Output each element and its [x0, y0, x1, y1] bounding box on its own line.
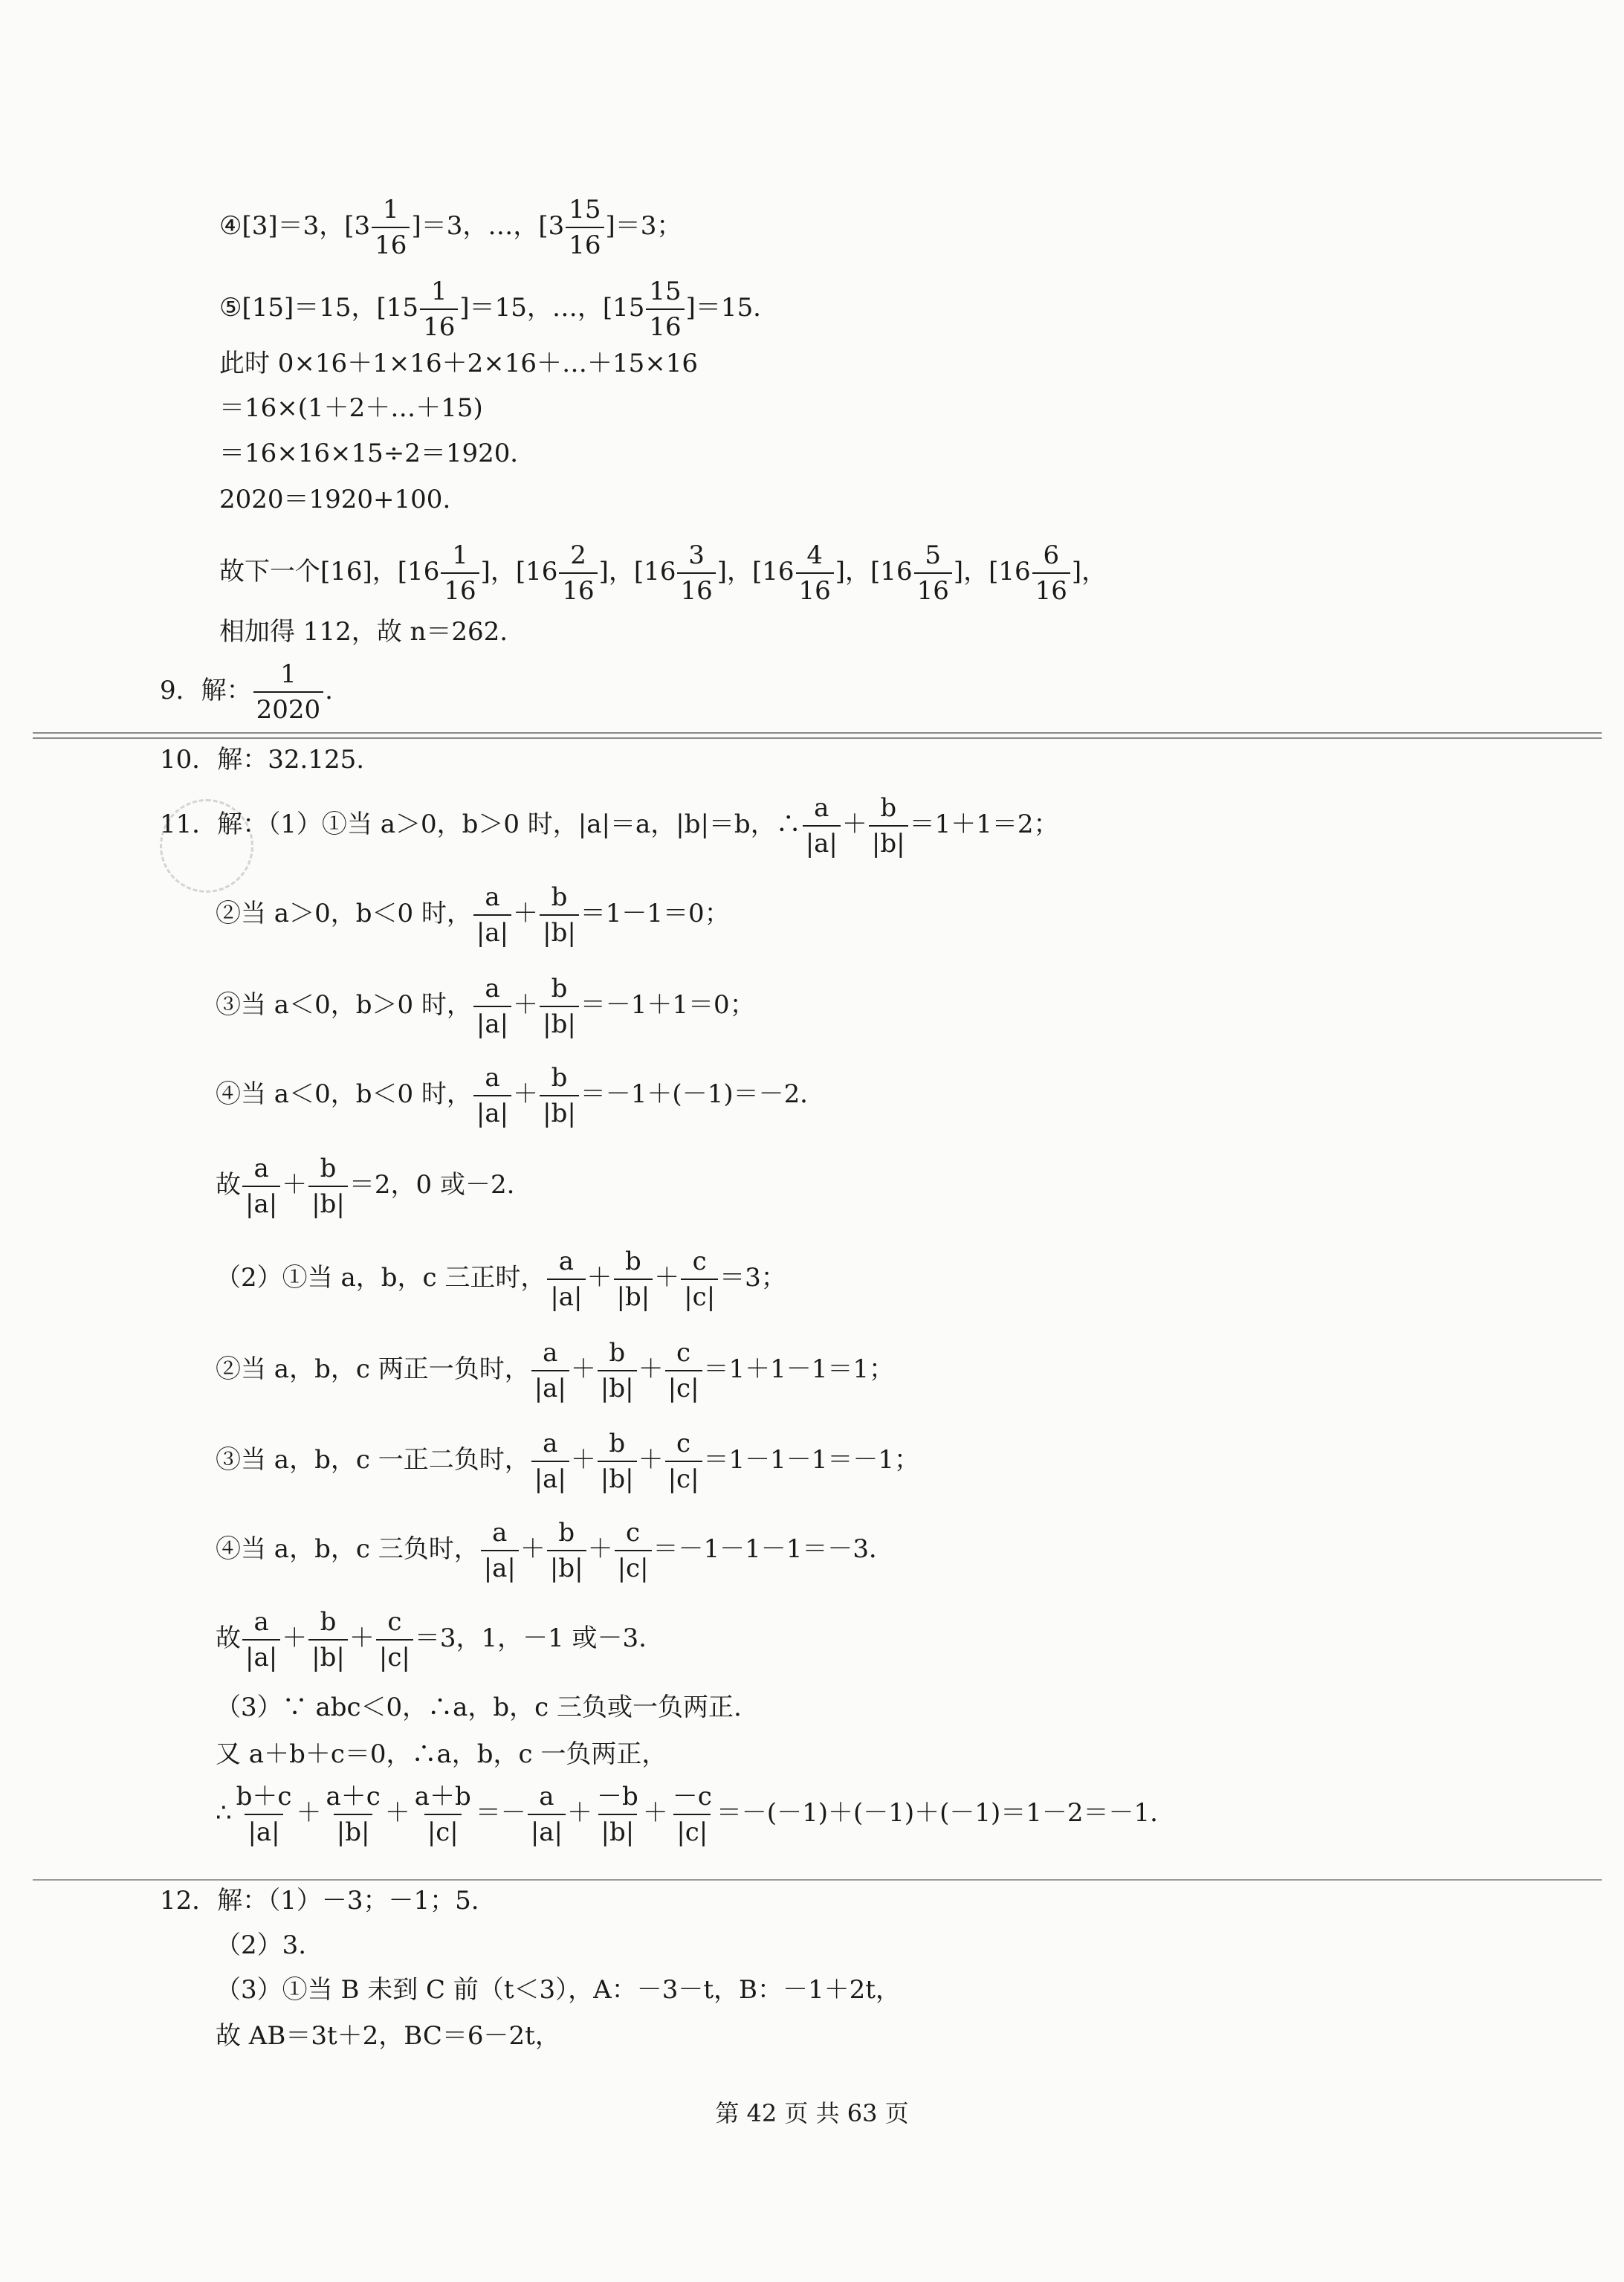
part3-line-2: 又 a＋b＋c＝0，∴a，b，c 一负两正，: [216, 1739, 667, 1769]
question-12-part3: （3）①当 B 未到 C 前（t＜3），A：－3－t，B：－1＋2t，: [216, 1975, 901, 2005]
part3-final: ∴ $\frac{b+c}{|a|}$ ＋ $\frac{a+c}{|b|}$ ＋ $\frac{a+b}{|c|}$ ＝－ $\frac{a}{|a|}$ ＋ $\frac{-b}{|b|}$ ＋ $\frac{-c}{|c|}$ ＝－(－1)＋(－1)＋(－1)＝1－2＝－1．: [216, 1782, 1176, 1847]
part2-case-4: ④当 a，b，c 三负时， $\frac{a}{|a|}$ ＋ $\frac{b}{|b|}$ ＋ $\frac{c}{|c|}$ ＝－1－1－1＝－3．: [216, 1518, 895, 1583]
conclusion-2: 故 $\frac{a}{|a|}$ ＋ $\frac{b}{|b|}$ ＋ $\frac{c}{|c|}$ ＝3，1，－1 或－3.: [216, 1607, 647, 1672]
line-4-3: ④[3]＝3，[3 $\frac{1}{16}$ ]＝3，…，[3 $\frac{15}{16}$ ]＝3；: [219, 195, 682, 260]
sum-line-4: 2020＝1920+100.: [219, 485, 451, 514]
question-10: 10．解：32.125.: [160, 745, 365, 775]
sum-line-2: ＝16×(1＋2＋…＋15): [219, 393, 483, 423]
part2-case-1: （2）①当 a，b，c 三正时， $\frac{a}{|a|}$ ＋ $\frac{b}{|b|}$ ＋ $\frac{c}{|c|}$ ＝3；: [216, 1247, 786, 1312]
sum-line-1: 此时 0×16＋1×16＋2×16＋…＋15×16: [219, 349, 698, 378]
conclusion-1: 故 $\frac{a}{|a|}$ ＋ $\frac{b}{|b|}$ ＝2，0 或－2.: [216, 1154, 515, 1219]
page-footer: 第 42 页 共 63 页: [715, 2099, 909, 2127]
question-11-part1: 11．解：（1）①当 a＞0，b＞0 时，|a|＝a，|b|＝b，∴ $\frac{a}{|a|}$ ＋ $\frac{b}{|b|}$ ＝1＋1＝2；: [160, 793, 1059, 859]
question-12-part2: （2）3.: [216, 1930, 307, 1960]
case-2: ②当 a＞0，b＜0 时， $\frac{a}{|a|}$ ＋ $\frac{b}{|b|}$ ＝1－1＝0；: [216, 882, 730, 948]
part3-line-1: （3）∵ abc＜0，∴a，b，c 三负或一负两正.: [216, 1693, 742, 1722]
section-divider-2: [33, 1879, 1602, 1881]
part2-case-3: ③当 a，b，c 一正二负时， $\frac{a}{|a|}$ ＋ $\frac{b}{|b|}$ ＋ $\frac{c}{|c|}$ ＝1－1－1＝－1；: [216, 1429, 920, 1494]
next-terms-line: 故下一个[16]，[16 $\frac{1}{16}$ ]，[16 $\frac{2}{16}$ ]，[16 $\frac{3}{16}$ ]，[16 $\frac{4}{16}$ ]，[16 $\frac{5}{16}$ ]，[16 $\frac{6}{16}$ ]，: [219, 540, 1107, 606]
part2-case-2: ②当 a，b，c 两正一负时， $\frac{a}{|a|}$ ＋ $\frac{b}{|b|}$ ＋ $\frac{c}{|c|}$ ＝1＋1－1＝1；: [216, 1338, 895, 1403]
line-5-15: ⑤[15]＝15，[15 $\frac{1}{16}$ ]＝15，…，[15 $\frac{15}{16}$ ]＝15．: [219, 277, 779, 342]
question-9: 9．解： $\frac{1}{2020}$ .: [160, 659, 333, 725]
case-3: ③当 a＜0，b＞0 时， $\frac{a}{|a|}$ ＋ $\frac{b}{|b|}$ ＝－1＋1＝0；: [216, 974, 755, 1039]
result-line: 相加得 112，故 n＝262.: [219, 617, 508, 647]
case-4: ④当 a＜0，b＜0 时， $\frac{a}{|a|}$ ＋ $\frac{b}{|b|}$ ＝－1＋(－1)＝－2．: [216, 1063, 826, 1128]
sum-line-3: ＝16×16×15÷2＝1920．: [219, 439, 536, 468]
question-12-part3b: 故 AB＝3t＋2，BC＝6－2t，: [216, 2021, 560, 2051]
section-divider: [33, 732, 1602, 734]
question-12: 12．解：（1）－3；－1；5.: [160, 1886, 479, 1916]
